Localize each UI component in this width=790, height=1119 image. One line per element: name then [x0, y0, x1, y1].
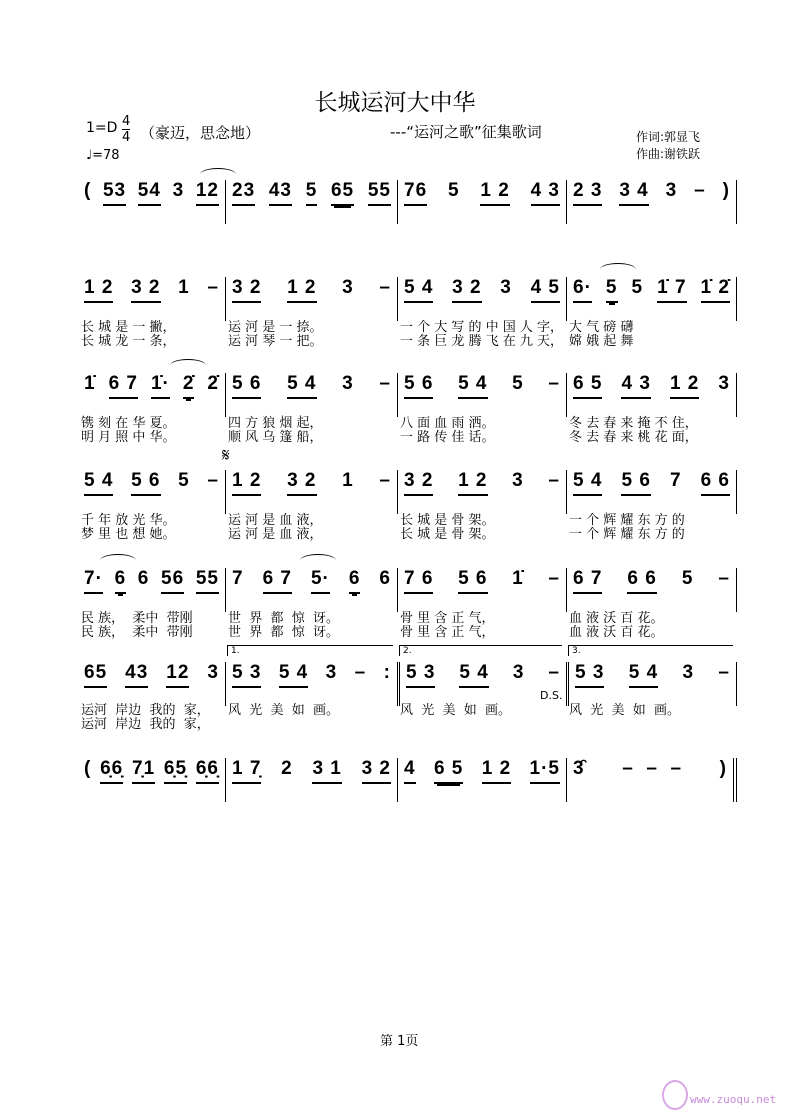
note-group: 3 — [665, 180, 678, 201]
note-group: 1̇ 2̇ — [701, 277, 730, 303]
note-group: 5 4 — [458, 373, 487, 399]
slur-mark — [300, 554, 336, 567]
note-group: – — [548, 373, 560, 394]
note-group: 53 — [103, 180, 126, 206]
note-group: 3 2 — [287, 470, 316, 496]
lyric-line: 民 族， 柔中 带刚 — [81, 611, 193, 626]
lyric-line: 冬 去 春 来 桃 花 面， — [569, 430, 698, 445]
note-group: – — [548, 662, 560, 683]
note-group: 3 2 — [232, 277, 261, 303]
note-group: 5 3 — [232, 662, 261, 688]
note-group: 3 2 — [131, 277, 160, 303]
note-group: 6· — [573, 277, 592, 303]
note-group: 5 4 — [279, 662, 308, 688]
note-group: 1̇ 7 — [657, 277, 686, 303]
lyric-line: 长 城 是 骨 架。 — [400, 513, 495, 528]
note-group: 1̇ — [84, 373, 96, 394]
note-group: ) — [722, 180, 730, 201]
note-group: 3 2 — [404, 470, 433, 496]
volta-bracket: 3. — [568, 645, 733, 656]
lyric-line: 风 光 美 如 画。 — [569, 703, 681, 718]
note-group: 5 — [681, 568, 694, 589]
note-group: 5 4 — [629, 662, 658, 688]
measure — [566, 470, 737, 514]
lyric-line: 八 面 血 雨 洒。 — [400, 416, 495, 431]
note-group: 1̇· — [151, 373, 170, 399]
note-group: – – – — [622, 758, 683, 779]
note-group: 1 2 — [84, 277, 113, 303]
note-group: 3̑ — [573, 758, 585, 779]
lyric-line: 一 个 辉 耀 东 方 的 — [569, 527, 685, 542]
note-group: 2 3 — [573, 180, 602, 206]
note-group: 5 4 — [459, 662, 488, 688]
lyric-line: 血 液 沃 百 花。 — [569, 625, 664, 640]
key-signature: 1=D — [86, 120, 118, 136]
note-group: ( — [84, 180, 92, 201]
note-group: 6̣6̣ — [196, 758, 219, 784]
note-group: 5 — [178, 470, 190, 491]
measure — [78, 180, 225, 224]
note-group: 3 1 — [312, 758, 341, 784]
measure — [566, 277, 737, 321]
note-group: 3 — [172, 180, 185, 201]
note-group: 5 — [447, 180, 460, 201]
note-group: – — [354, 662, 367, 683]
note-group: 5 6 — [232, 373, 261, 399]
lyric-line: 镌 刻 在 华 夏。 — [81, 416, 176, 431]
note-group: 2 — [281, 758, 293, 779]
note-group: ) — [719, 758, 727, 779]
dal-segno-mark: D.S. — [540, 689, 563, 702]
measure — [397, 470, 566, 514]
note-group: – — [379, 373, 391, 394]
note-group: 3 — [207, 662, 219, 683]
note-group: 55 — [368, 180, 391, 206]
lyric-line: 顺 风 乌 篷 船， — [228, 430, 323, 445]
lyric-line: 明 月 照 中 华。 — [81, 430, 176, 445]
note-group: 5 6 — [131, 470, 160, 496]
note-group: 6 7 — [573, 568, 602, 594]
lyric-line: 运 河 是 血 液， — [228, 527, 323, 542]
lyric-line: 千 年 放 光 华。 — [81, 513, 176, 528]
lyric-line: 长 城 龙 一 条， — [81, 334, 176, 349]
note-group: 5 3 — [406, 662, 435, 688]
note-group: 1 2 — [287, 277, 316, 303]
note-group: 56 — [161, 568, 184, 594]
note-group: 5 4 — [573, 470, 602, 496]
volta-bracket: 1. — [227, 645, 393, 656]
lyric-line: 血 液 沃 百 花。 — [569, 611, 664, 626]
note-group: 5 6 — [458, 568, 487, 594]
measure — [566, 568, 737, 612]
note-group: 1 2 — [670, 373, 699, 399]
note-group: – — [379, 470, 391, 491]
note-group: 65 — [84, 662, 107, 688]
note-group: 6 — [379, 568, 391, 589]
lyric-line: 风 光 美 如 画。 — [228, 703, 340, 718]
note-group: 5 — [606, 277, 618, 303]
measure — [78, 758, 225, 802]
measure — [397, 277, 566, 321]
lyric-line: 运 河 是 一 捺。 — [228, 320, 323, 335]
note-group: 6 — [349, 568, 361, 594]
slur-mark — [170, 359, 206, 372]
note-group: 6 — [137, 568, 150, 589]
note-group: 6 5 — [434, 758, 463, 784]
note-group: 1 2 — [232, 470, 261, 496]
note-group: – — [718, 568, 730, 589]
note-group: 6 — [115, 568, 127, 594]
measure — [566, 373, 737, 417]
quarter-note-icon: ♩ — [86, 148, 93, 163]
note-group: 23 — [232, 180, 255, 206]
note-group: 3 2 — [452, 277, 481, 303]
note-group: 12 — [166, 662, 189, 688]
note-group: 65 — [331, 180, 354, 206]
note-group: – — [548, 568, 560, 589]
note-group: 7 — [232, 568, 244, 589]
lyric-line: 嫦 娥 起 舞 — [569, 334, 634, 349]
note-group: 3 — [342, 373, 354, 394]
note-group: 6 6 — [701, 470, 730, 496]
lyric-line: 冬 去 春 来 掩 不 住， — [569, 416, 698, 431]
measure — [566, 180, 737, 224]
note-group: 5 — [631, 277, 644, 298]
note-group: 6 5 — [573, 373, 602, 399]
note-group: 4 3 — [621, 373, 650, 399]
measure — [225, 758, 397, 802]
expression-mark: （豪迈，思念地） — [140, 124, 261, 142]
lyric-line: 梦 里 也 想 她。 — [81, 527, 176, 542]
slur-mark — [100, 554, 136, 567]
note-group: 3 — [500, 277, 512, 298]
lyric-line: 四 方 狼 烟 起， — [228, 416, 323, 431]
note-group: – — [548, 470, 560, 491]
note-group: 4 — [404, 758, 416, 784]
lyric-line: 运 河 琴 一 把。 — [228, 334, 323, 349]
note-group: 2̇ — [207, 373, 219, 394]
note-group: – — [718, 662, 730, 683]
note-group: 4 3 — [531, 180, 560, 206]
measure — [225, 180, 397, 224]
note-group: 43 — [125, 662, 148, 688]
composer: 作曲:谢铁跃 — [636, 147, 701, 161]
lyric-line: 风 光 美 如 画。 — [400, 703, 512, 718]
note-group: – — [207, 470, 219, 491]
note-group: 5 4 — [404, 277, 433, 303]
note-group: : — [383, 662, 391, 683]
watermark-logo-icon — [662, 1080, 688, 1110]
lyric-line: 长 城 是 一 撇， — [81, 320, 176, 335]
measure — [566, 662, 737, 706]
subtitle: ---“运河之歌”征集歌词 — [390, 123, 542, 141]
song-title: 长城运河大中华 — [314, 90, 476, 116]
tempo-value: =78 — [92, 148, 120, 163]
lyric-line: 运河 岸边 我的 家， — [81, 717, 210, 732]
note-group: – — [207, 277, 219, 298]
note-group: 3 — [718, 373, 730, 394]
lyric-line: 运河 岸边 我的 家， — [81, 703, 210, 718]
note-group: 5 — [306, 180, 318, 206]
measure — [225, 470, 397, 514]
measure — [78, 373, 225, 417]
measure — [78, 277, 225, 321]
note-group: 1 7̣ — [232, 758, 261, 784]
slur-mark — [200, 168, 236, 181]
note-group: 3 — [682, 662, 695, 683]
note-group: 6 7 — [109, 373, 138, 399]
note-group: 7· — [84, 568, 103, 594]
note-group: 6̣5̣ — [164, 758, 187, 784]
time-signature — [122, 114, 130, 145]
lyric-line: 一 路 传 佳 话。 — [400, 430, 495, 445]
note-group: 5 4 — [287, 373, 316, 399]
note-group: 7 — [669, 470, 682, 491]
note-group: 3 — [342, 277, 354, 298]
measure — [78, 470, 225, 514]
note-group: 6 7 — [263, 568, 292, 594]
note-group: 5· — [311, 568, 330, 594]
lyric-line: 大 气 磅 礴 — [569, 320, 634, 335]
volta-bracket: 2. — [399, 645, 562, 656]
note-group: 55 — [196, 568, 219, 594]
note-group: 2̇ — [183, 373, 195, 399]
measure — [225, 568, 397, 612]
measure — [78, 662, 225, 706]
note-group: 5 — [512, 373, 524, 394]
note-group: 7̣1 — [132, 758, 155, 784]
page-number: 第 1页 — [380, 1034, 419, 1049]
note-group: 1 2 — [482, 758, 511, 784]
note-group: 5 4 — [84, 470, 113, 496]
note-group: 3 — [512, 470, 524, 491]
note-group: 1 2 — [480, 180, 509, 206]
lyric-line: 骨 里 含 正 气， — [400, 625, 495, 640]
note-group: 5 6 — [404, 373, 433, 399]
measure — [78, 568, 225, 612]
note-group: 1̇ — [512, 568, 524, 589]
note-group: 1 2 — [458, 470, 487, 496]
lyric-line: 民 族， 柔中 带刚 — [81, 625, 193, 640]
time-top: 4 — [122, 114, 131, 129]
measure — [397, 373, 566, 417]
lyric-line: 长 城 是 骨 架。 — [400, 527, 495, 542]
slur-mark — [600, 263, 636, 276]
note-group: 6 6 — [627, 568, 656, 594]
note-group: ( — [84, 758, 92, 779]
note-group: 1 — [342, 470, 354, 491]
note-group: 7 6 — [404, 568, 433, 594]
lyric-line: 一 个 大 写 的 中 国 人 字， — [400, 320, 564, 335]
lyric-line: 一 个 辉 耀 东 方 的 — [569, 513, 685, 528]
note-group: 3 — [512, 662, 525, 683]
lyric-line: 一 条 巨 龙 腾 飞 在 九 天， — [400, 334, 564, 349]
note-group: 3 4 — [619, 180, 648, 206]
lyric-line: 世 界 都 惊 讶。 — [228, 625, 340, 640]
measure — [397, 180, 566, 224]
note-group: 5 6 — [621, 470, 650, 496]
note-group: 5 3 — [575, 662, 604, 688]
note-group: 54 — [138, 180, 161, 206]
note-group: – — [379, 277, 391, 298]
note-group: 12 — [196, 180, 219, 206]
note-group: 6̣6̣ — [100, 758, 123, 784]
note-group: 1·5 — [530, 758, 560, 784]
note-group: – — [694, 180, 706, 201]
measure — [225, 277, 397, 321]
lyric-line: 运 河 是 血 液， — [228, 513, 323, 528]
note-group: 76 — [404, 180, 427, 206]
lyric-line: 骨 里 含 正 气， — [400, 611, 495, 626]
measure — [566, 758, 737, 802]
lyric-line: 世 界 都 惊 讶。 — [228, 611, 340, 626]
measure — [225, 373, 397, 417]
note-group: 3 2 — [362, 758, 391, 784]
measure — [397, 568, 566, 612]
lyricist: 作词:郭显飞 — [636, 130, 701, 144]
note-group: 3 — [325, 662, 338, 683]
tempo-mark — [86, 148, 120, 163]
measure — [397, 758, 566, 802]
time-bottom: 4 — [122, 130, 131, 145]
measure — [225, 662, 397, 706]
note-group: 1 — [178, 277, 190, 298]
note-group: 4 5 — [531, 277, 560, 303]
watermark-text: www.zuoqu.net — [690, 1093, 777, 1106]
segno-icon: 𝄋 — [222, 445, 230, 466]
note-group: 43 — [269, 180, 292, 206]
